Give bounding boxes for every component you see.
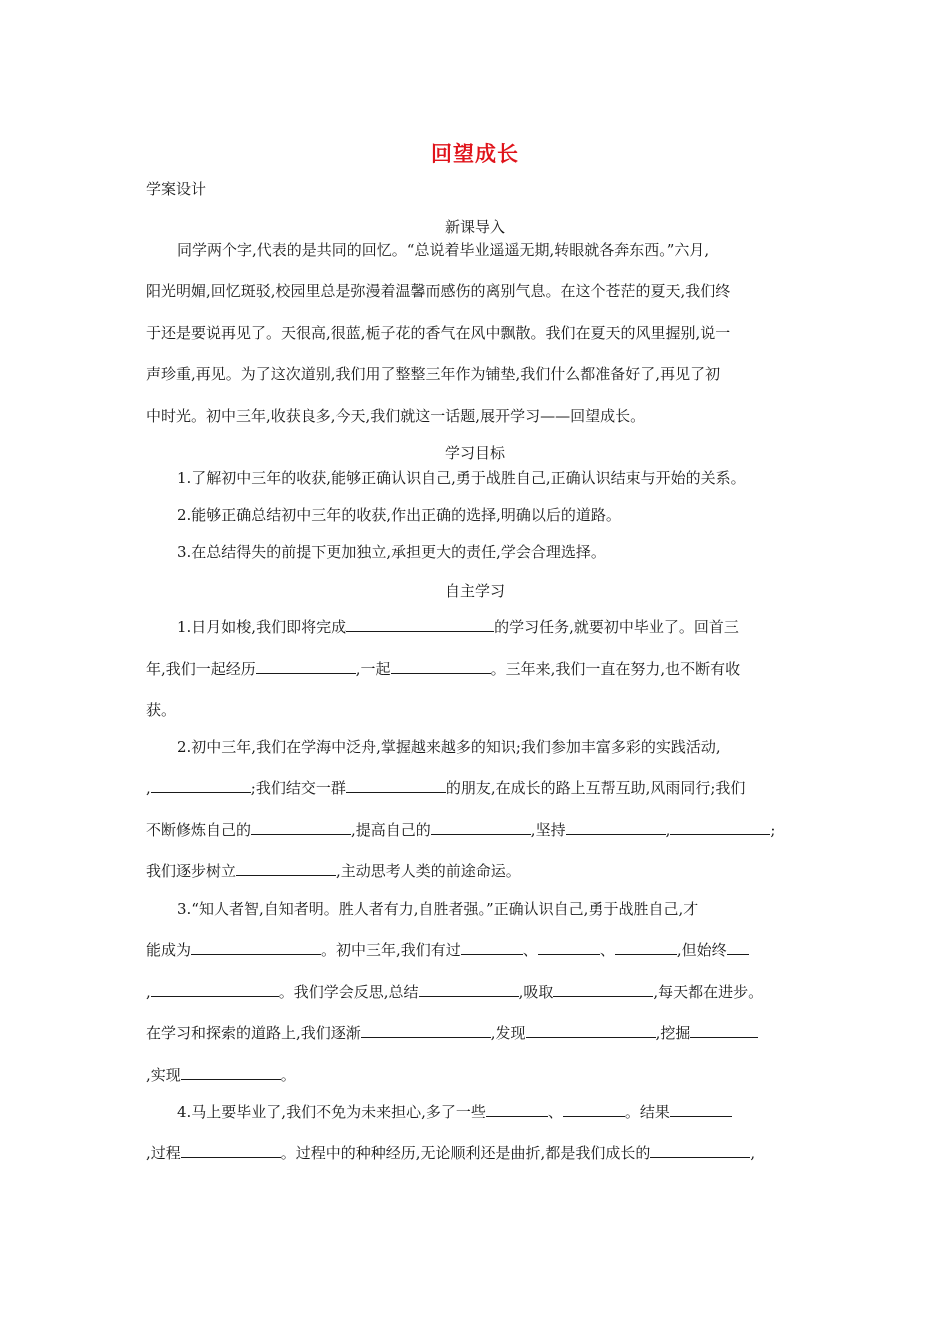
q2-line <box>146 778 745 798</box>
q3-text: ,挖掘 <box>655 1024 691 1042</box>
q2-text: ,坚持 <box>530 821 566 839</box>
answer-blank[interactable] <box>151 982 279 997</box>
goal-item: 3.在总结得失的前提下更加独立,承担更大的责任,学会合理选择。 <box>177 543 606 561</box>
answer-blank[interactable] <box>690 1023 758 1038</box>
q4-text: 4.马上要毕业了,我们不免为未来担心,多了一些 <box>177 1103 486 1121</box>
answer-blank[interactable] <box>670 1102 732 1117</box>
answer-blank[interactable] <box>566 820 666 835</box>
q3-text: 、 <box>522 941 538 959</box>
answer-blank[interactable] <box>251 820 351 835</box>
intro-line: 阳光明媚,回忆斑驳,校园里总是弥漫着温馨而感伤的离别气息。在这个苍茫的夏天,我们终 <box>146 282 731 300</box>
goals-heading: 学习目标 <box>444 444 505 462</box>
q2-line: 2.初中三年,我们在学海中泛舟,掌握越来越多的知识;我们参加丰富多彩的实践活动, <box>177 738 721 756</box>
answer-blank[interactable] <box>538 940 600 955</box>
q2-text: ; <box>770 821 776 839</box>
q3-text: 在学习和探索的道路上,我们逐渐 <box>146 1024 361 1042</box>
intro-heading: 新课导入 <box>444 218 505 236</box>
q4-line <box>177 1102 732 1122</box>
answer-blank[interactable] <box>431 820 531 835</box>
q3-text: 。初中三年,我们有过 <box>321 941 461 959</box>
q1-line: 获。 <box>146 701 177 719</box>
answer-blank[interactable] <box>650 1143 750 1158</box>
answer-blank[interactable] <box>181 1065 281 1080</box>
answer-blank[interactable] <box>181 1143 281 1158</box>
answer-blank[interactable] <box>670 820 770 835</box>
document-title: 回望成长 <box>431 142 519 166</box>
q4-text: 。结果 <box>624 1103 670 1121</box>
answer-blank[interactable] <box>236 861 336 876</box>
q1-text: 。三年来,我们一直在努力,也不断有收 <box>490 660 741 678</box>
q2-text: 我们逐步树立 <box>146 862 237 880</box>
answer-blank[interactable] <box>461 940 523 955</box>
q3-text: 、 <box>599 941 615 959</box>
answer-blank[interactable] <box>346 778 446 793</box>
q3-text: ,吸取 <box>518 983 554 1001</box>
answer-blank[interactable] <box>615 940 677 955</box>
q3-line <box>146 982 763 1002</box>
answer-blank[interactable] <box>419 982 519 997</box>
answer-blank[interactable] <box>553 982 653 997</box>
q3-text: 能成为 <box>146 941 192 959</box>
q3-line <box>146 1023 758 1043</box>
intro-line: 同学两个字,代表的是共同的回忆。“总说着毕业遥遥无期,转眼就各奔东西。”六月, <box>177 241 710 259</box>
q1-text: 年,我们一起经历 <box>146 660 256 678</box>
q2-text: , <box>665 821 671 839</box>
q3-text: 。 <box>280 1066 296 1084</box>
q1-text: 的学习任务,就要初中毕业了。回首三 <box>494 618 739 636</box>
q3-line <box>146 1065 296 1085</box>
q4-text: , <box>750 1144 756 1162</box>
q1-line <box>177 617 739 637</box>
answer-blank[interactable] <box>361 1023 491 1038</box>
q2-line <box>146 861 521 881</box>
goal-item: 1.了解初中三年的收获,能够正确认识自己,勇于战胜自己,正确认识结束与开始的关系。 <box>177 469 746 487</box>
q2-text: ;我们结交一群 <box>250 779 346 797</box>
q1-line <box>146 659 740 679</box>
q4-text: 、 <box>547 1103 563 1121</box>
q3-text: , <box>146 983 151 1001</box>
q3-line: 3.“知人者智,自知者明。胜人者有力,自胜者强。”正确认识自己,勇于战胜自己,才 <box>177 900 699 918</box>
q1-text: 1.日月如梭,我们即将完成 <box>177 618 347 636</box>
q3-text: ,实现 <box>146 1066 181 1084</box>
q3-text: ,发现 <box>490 1024 526 1042</box>
answer-blank[interactable] <box>151 778 251 793</box>
q2-text: ,主动思考人类的前途命运。 <box>336 862 521 880</box>
q2-text: 的朋友,在成长的路上互帮互助,风雨同行;我们 <box>445 779 746 797</box>
intro-line: 声珍重,再见。为了这次道别,我们用了整整三年作为铺垫,我们什么都准备好了,再见了初 <box>146 365 721 383</box>
q3-line <box>146 940 749 960</box>
q4-text: 。过程中的种种经历,无论顺利还是曲折,都是我们成长的 <box>280 1144 651 1162</box>
answer-blank[interactable] <box>727 940 749 955</box>
q4-text: ,过程 <box>146 1144 181 1162</box>
q3-text: 。我们学会反思,总结 <box>278 983 419 1001</box>
answer-blank[interactable] <box>563 1102 625 1117</box>
answer-blank[interactable] <box>391 659 491 674</box>
q2-text: ,提高自己的 <box>351 821 431 839</box>
q2-line <box>146 820 775 840</box>
q3-text: ,但始终 <box>676 941 727 959</box>
answer-blank[interactable] <box>256 659 356 674</box>
q1-text: ,一起 <box>355 660 391 678</box>
goal-item: 2.能够正确总结初中三年的收获,作出正确的选择,明确以后的道路。 <box>177 506 621 524</box>
answer-blank[interactable] <box>346 617 494 632</box>
q3-text: ,每天都在进步。 <box>653 983 764 1001</box>
q4-line <box>146 1143 755 1163</box>
q2-text: , <box>146 779 151 797</box>
intro-line: 中时光。初中三年,收获良多,今天,我们就这一话题,展开学习——回望成长。 <box>146 407 646 425</box>
self-study-heading: 自主学习 <box>444 582 505 600</box>
q2-text: 不断修炼自己的 <box>146 821 252 839</box>
answer-blank[interactable] <box>191 940 321 955</box>
section-label: 学案设计 <box>146 180 207 198</box>
intro-line: 于还是要说再见了。天很高,很蓝,栀子花的香气在风中飘散。我们在夏天的风里握别,说一 <box>146 324 731 342</box>
answer-blank[interactable] <box>526 1023 656 1038</box>
answer-blank[interactable] <box>486 1102 548 1117</box>
